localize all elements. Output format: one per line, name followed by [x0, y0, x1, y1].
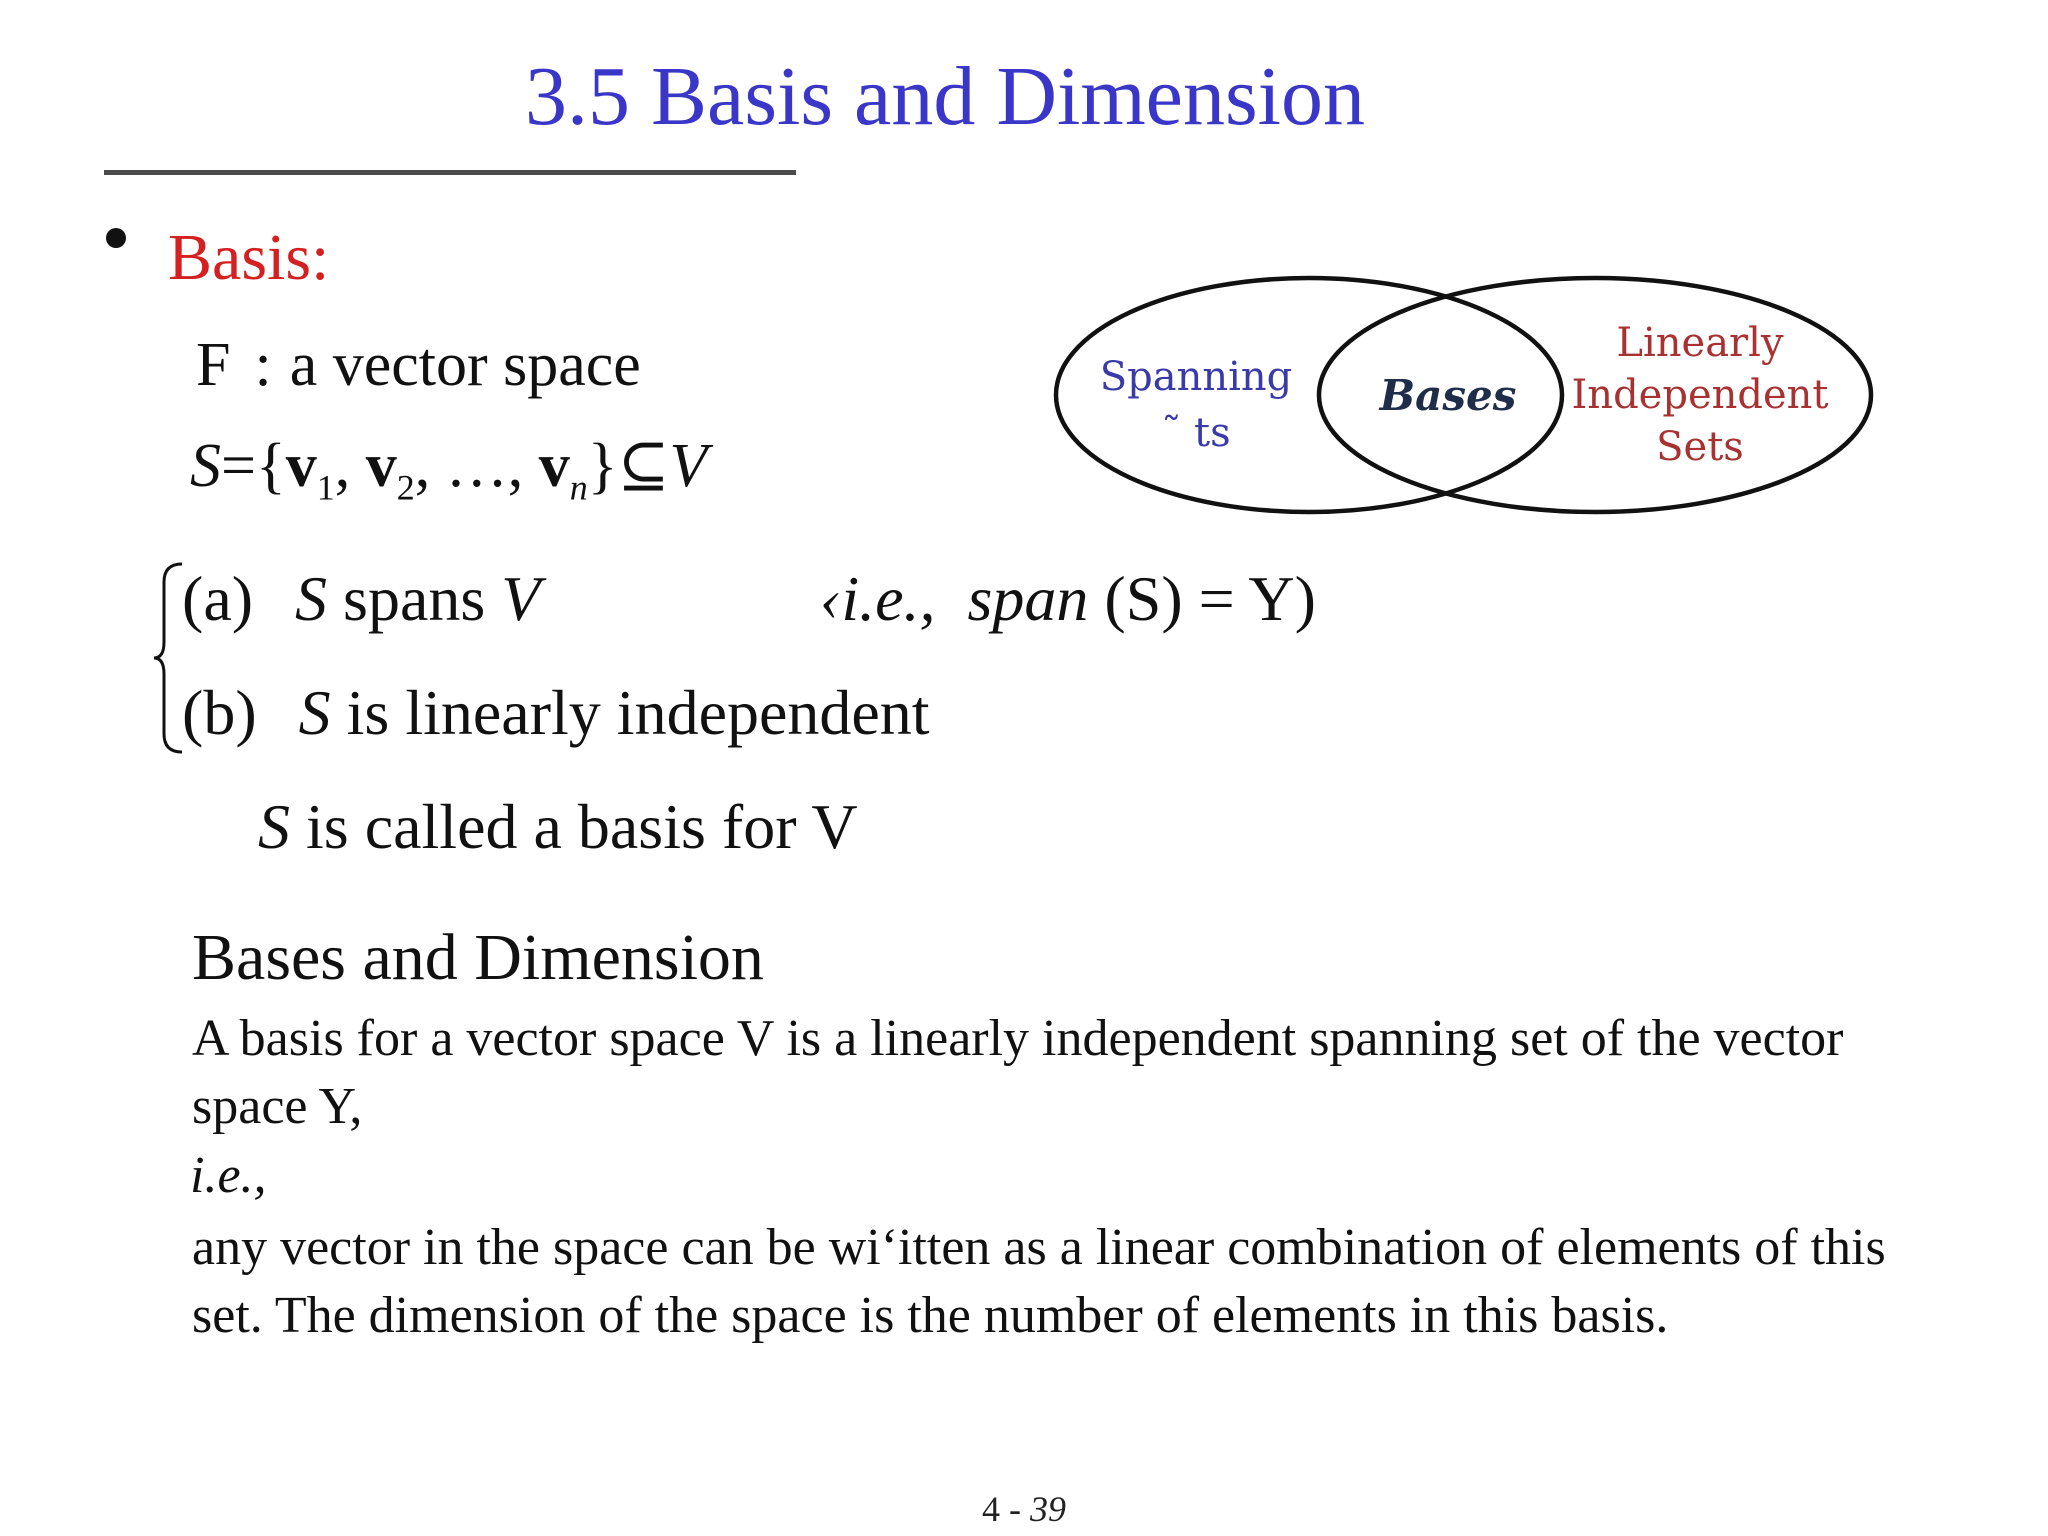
section-subheading: Bases and Dimension [192, 921, 764, 994]
bullet-dot-icon [106, 228, 126, 248]
condition-a [182, 562, 540, 636]
set-definition [190, 428, 707, 508]
space-symbol: V [669, 432, 708, 500]
condition-a-text: spans [327, 563, 502, 634]
page-number [0, 1488, 2048, 1530]
basis-conclusion-subject: S [258, 791, 290, 862]
condition-a-note-span: span [967, 563, 1089, 634]
vector-vn-subscript: n [569, 467, 588, 508]
title-underline [104, 170, 796, 175]
condition-a-label: (a) [182, 563, 254, 634]
condition-b-text: is linearly independent [330, 677, 930, 748]
basis-conclusion [258, 790, 858, 864]
page-number-value: 39 [1030, 1489, 1066, 1529]
vector-v1-subscript: 1 [316, 467, 335, 508]
vector-space-name: F [196, 331, 231, 399]
set-ellipsis: , …, [414, 432, 539, 500]
venn-center-label: Bases [1379, 371, 1517, 420]
condition-a-note [820, 562, 1316, 636]
condition-a-object: V [501, 563, 541, 634]
condition-a-subject: S [295, 563, 328, 634]
set-open: ={ [221, 432, 286, 500]
vector-vn: v [538, 432, 570, 500]
condition-b [182, 676, 930, 750]
subset-symbol: ⊆ [617, 432, 670, 500]
vector-space-line [196, 330, 641, 401]
basis-conclusion-text: is called a basis for V [290, 791, 858, 862]
condition-a-note-prefix: ‹i.e., [820, 563, 936, 634]
condition-b-subject: S [298, 677, 331, 748]
condition-b-label: (b) [182, 677, 257, 748]
vector-v2-subscript: 2 [396, 467, 415, 508]
set-comma: , [334, 432, 366, 500]
page-number-prefix: 4 - [982, 1489, 1030, 1529]
left-brace-icon [152, 560, 186, 756]
dimension-paragraph: any vector in the space can be wi‘itten as a linear combination of elements of this set. The dimension of the space is the number of elements in this basis. [192, 1219, 1886, 1344]
set-close: } [587, 432, 618, 500]
definition-paragraph: A basis for a vector space V is a linearly independent spanning set of the vector space Y, [192, 1010, 1844, 1135]
venn-diagram [1024, 270, 1904, 540]
slide-title: 3.5 Basis and Dimension [525, 50, 1365, 143]
venn-left-label-line2: ˜ ts [1161, 410, 1231, 456]
bullet-basis-label: Basis: [168, 221, 330, 294]
condition-a-note-rest: (S) = Y) [1088, 563, 1316, 634]
vector-v1: v [285, 432, 317, 500]
venn-left-label-line1: Spanning [1099, 354, 1293, 400]
vector-v2: v [365, 432, 397, 500]
venn-right-label-line1: Linearly [1616, 320, 1784, 366]
definition-ie: i.e., [190, 1147, 267, 1204]
venn-right-label-line3: Sets [1656, 424, 1744, 470]
vector-space-separator: : [254, 331, 272, 399]
vector-space-text: a vector space [289, 331, 641, 399]
set-symbol: S [190, 432, 221, 500]
venn-right-label-line2: Independent [1571, 372, 1829, 418]
